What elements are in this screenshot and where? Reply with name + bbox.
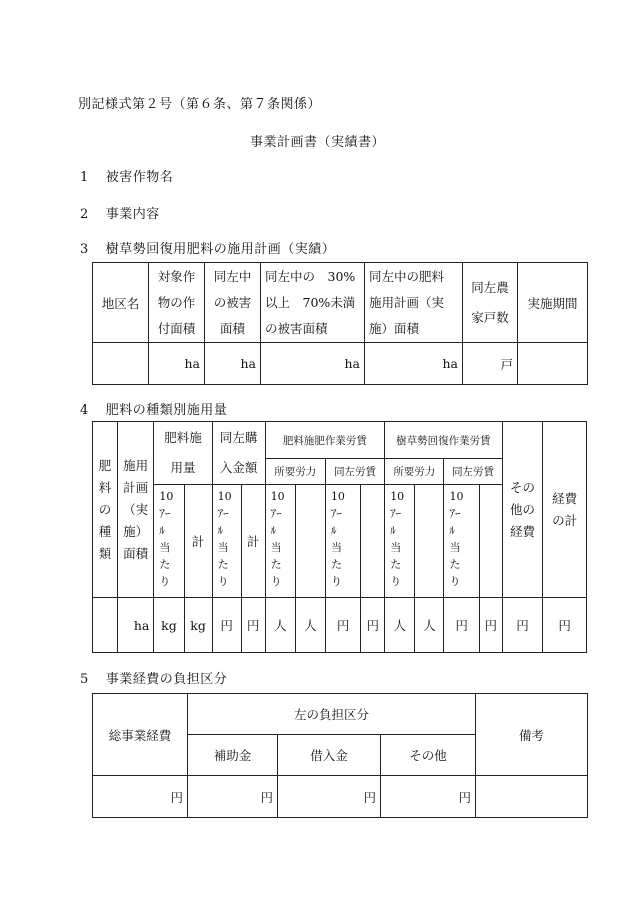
section-label: 事業内容 [105,207,160,222]
page-title: 事業計画書（実績書） [250,135,386,150]
cell-subsidy[interactable]: 円 [188,776,278,818]
header-burden-division: 左の負担区分 [188,694,476,735]
header-total-purchase: 計 [241,485,265,598]
section-number: 5 [80,672,89,687]
cell-damage-range-area[interactable]: ha [261,343,365,385]
header-damage-range-area: 同左中の 30% 以上 70%未満 の被害面積 [261,263,365,343]
header-per-10a-wage-2: 10 ｱｰ ﾙ 当 た り [444,485,479,598]
header-planned-area: 施用 計画 （実 施） 面積 [117,422,153,598]
header-loan: 借入金 [278,735,381,776]
cell-fertilizer-kind[interactable] [93,598,118,653]
cell-area-name[interactable] [93,343,149,385]
unit-cell[interactable]: ha [117,598,153,653]
unit-cell[interactable]: 円 [502,598,543,653]
header-recovery-labor: 樹草勢回復作業労賃 [385,422,502,459]
header-total-amount: 計 [184,485,212,598]
section-label: 肥料の種類別施用量 [105,403,228,418]
cell-target-area[interactable]: ha [149,343,205,385]
cell-farm-households[interactable]: 戸 [463,343,518,385]
header-per-10a-purchase: 10 ｱｰ ﾙ 当 た り [212,485,241,598]
header-farm-households: 同左農 家戸数 [463,263,518,343]
header-total-project-cost: 総事業経費 [93,694,188,776]
header-per-10a-required-2: 10 ｱｰ ﾙ 当 た り [385,485,415,598]
header-required-labor-2: 所要労力 [385,459,444,485]
cell-other[interactable]: 円 [381,776,476,818]
header-per-10a-required-1: 10 ｱｰ ﾙ 当 た り [265,485,295,598]
section-4 [80,399,227,418]
unit-cell[interactable]: 円 [479,598,502,653]
unit-cell[interactable]: 人 [265,598,295,653]
section-number: 4 [80,403,89,418]
unit-cell[interactable]: kg [154,598,184,653]
section-number: 2 [80,207,89,222]
header-blank [295,485,325,598]
section-number: 1 [80,170,89,185]
section-1 [80,166,173,185]
unit-cell[interactable]: kg [184,598,212,653]
cell-remarks[interactable] [476,776,588,818]
unit-cell[interactable]: 円 [361,598,385,653]
header-blank [361,485,385,598]
unit-cell[interactable]: 円 [325,598,360,653]
header-other: その他 [381,735,476,776]
header-fertilizer-kind: 肥 料 の 種 類 [93,422,118,598]
header-subsidy: 補助金 [188,735,278,776]
fertilizer-plan-table [92,262,588,385]
fertilizer-usage-table [92,421,587,653]
cell-damage-area[interactable]: ha [205,343,261,385]
header-period: 実施期間 [518,263,588,343]
header-fertilizing-labor: 肥料施肥作業労賃 [265,422,385,459]
header-other-expenses: その 他の 経費 [502,422,543,598]
section-number: 3 [80,242,89,257]
header-target-area: 対象作 物の作 付面積 [149,263,205,343]
header-remarks: 備考 [476,694,588,776]
unit-cell[interactable]: 円 [241,598,265,653]
cell-total-project-cost[interactable]: 円 [93,776,188,818]
header-blank [479,485,502,598]
header-total-expenses: 経費 の計 [543,422,587,598]
header-area-name: 地区名 [93,263,149,343]
cell-period[interactable] [518,343,588,385]
header-blank [415,485,444,598]
section-5 [80,668,227,687]
expense-burden-table [92,693,588,818]
unit-cell[interactable]: 円 [212,598,241,653]
unit-cell[interactable]: 人 [385,598,415,653]
unit-cell[interactable]: 円 [543,598,587,653]
header-labor-wage-1: 同左労賃 [325,459,384,485]
form-number-header: 別記様式第２号（第６条、第７条関係） [78,97,322,112]
header-per-10a-amount: 10 ｱｰ ﾙ 当 た り [154,485,184,598]
section-3 [80,238,335,257]
header-required-labor-1: 所要労力 [265,459,325,485]
header-purchase-amount: 同左購 入金額 [212,422,265,485]
header-fertilizer-amount: 肥料施 用量 [154,422,212,485]
header-fertilizer-plan-area: 同左中の肥料 施用計画（実 施）面積 [365,263,463,343]
section-label: 事業経費の負担区分 [105,672,228,687]
section-label: 樹草勢回復用肥料の施用計画（実績） [105,242,336,257]
section-2 [80,203,160,222]
cell-fertilizer-plan-area[interactable]: ha [365,343,463,385]
unit-cell[interactable]: 人 [415,598,444,653]
cell-loan[interactable]: 円 [278,776,381,818]
unit-cell[interactable]: 人 [295,598,325,653]
header-damage-area: 同左中 の被害 面積 [205,263,261,343]
header-per-10a-wage-1: 10 ｱｰ ﾙ 当 た り [325,485,360,598]
header-labor-wage-2: 同左労賃 [444,459,502,485]
section-label: 被害作物名 [105,170,174,185]
unit-cell[interactable]: 円 [444,598,479,653]
